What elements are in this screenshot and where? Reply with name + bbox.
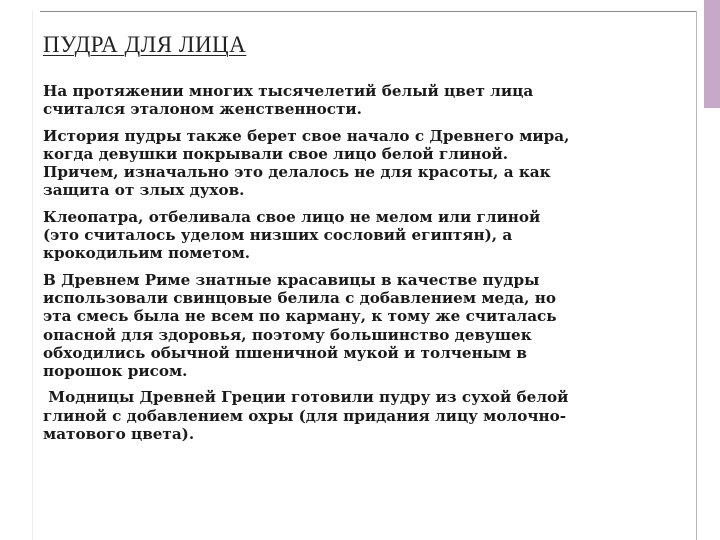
top-frame-line	[40, 11, 696, 12]
paragraph-greece: Модницы Древней Греции готовили пудру из сухой белой глиной с добавлением охры (для придания лицу молочно- матового цвета).	[43, 388, 569, 444]
paragraph-intro: На протяжении многих тысячелетий белый цвет лица считался эталоном женственности.	[43, 82, 534, 119]
left-frame-line	[32, 11, 33, 540]
right-frame-line	[696, 11, 697, 540]
slide-title: ПУДРА ДЛЯ ЛИЦА	[43, 32, 247, 57]
accent-bar	[704, 0, 720, 108]
paragraph-history: История пудры также берет свое начало с Древнего мира, когда девушки покрывали свое лицо белой глиной. Причем, изначально это делалось не для красоты, а как защита от злых духов.	[43, 126, 570, 200]
slide-body	[43, 82, 673, 451]
paragraph-cleopatra: Клеопатра, отбеливала свое лицо не мелом или глиной (это считалось уделом низших сословий египтян), а крокодильим пометом.	[43, 207, 541, 263]
paragraph-rome: В Древнем Риме знатные красавицы в качестве пудры использовали свинцовые белила с добавлением меда, но эта смесь была не всем по карману, к тому же считалась опасной для здоровья, поэтому большинство девушек обходились обычной пшеничной мукой и толченым в порошок рисом.	[43, 270, 557, 381]
